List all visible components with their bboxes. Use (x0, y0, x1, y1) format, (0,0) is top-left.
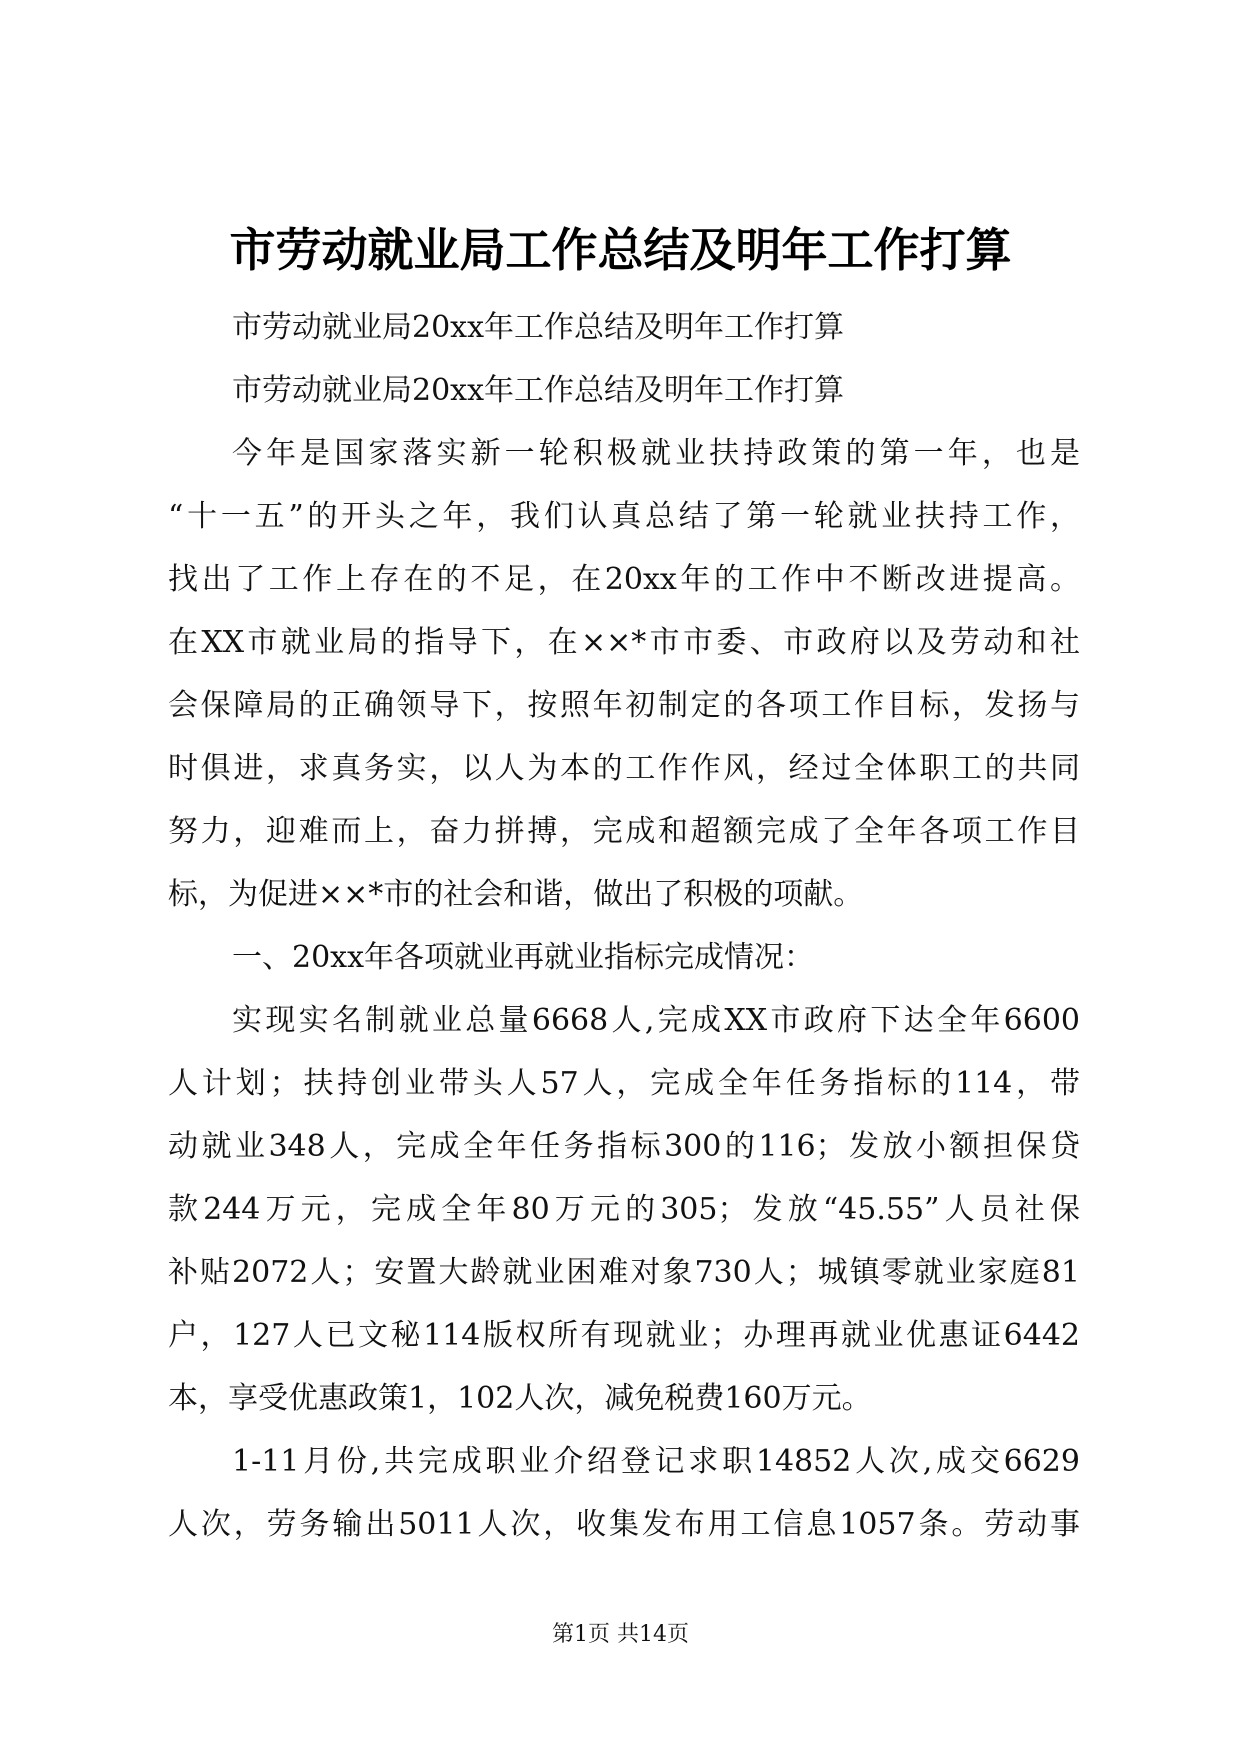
paragraph-line: “十一五”的开头之年，我们认真总结了第一轮就业扶持工作， (168, 499, 1080, 534)
paragraph-line: 人计划；扶持创业带头人57人，完成全年任务指标的114，带 (168, 1066, 1080, 1101)
paragraph-line: 动就业348人，完成全年任务指标300的116；发放小额担保贷 (168, 1129, 1080, 1164)
document-title: 市劳动就业局工作总结及明年工作打算 (229, 223, 1012, 277)
paragraph-line: 本，享受优惠政策1，102人次，减免税费160万元。 (168, 1381, 872, 1416)
paragraph-line: 今年是国家落实新一轮积极就业扶持政策的第一年，也是 (232, 436, 1080, 471)
paragraph-line: 努力，迎难而上，奋力拼搏，完成和超额完成了全年各项工作目 (168, 814, 1080, 849)
paragraph-line: 找出了工作上存在的不足，在20xx年的工作中不断改进提高。 (168, 562, 1080, 597)
paragraph-line: 款244万元，完成全年80万元的305；发放“45.55”人员社保 (168, 1192, 1080, 1227)
document-body (168, 296, 1080, 1556)
paragraph-line: 会保障局的正确领导下，按照年初制定的各项工作目标，发扬与 (168, 688, 1080, 723)
paragraph-line: 时俱进，求真务实，以人为本的工作作风，经过全体职工的共同 (168, 751, 1080, 786)
paragraph-line: 标，为促进××*市的社会和谐，做出了积极的项献。 (168, 877, 864, 912)
section-heading: 一、20xx年各项就业再就业指标完成情况： (232, 940, 815, 975)
subtitle-line: 市劳动就业局20xx年工作总结及明年工作打算 (232, 310, 845, 345)
page-footer: 第1页 共14页 (552, 1622, 689, 1647)
paragraph-line: 户，127人已文秘114版权所有现就业；办理再就业优惠证6442 (168, 1318, 1080, 1353)
paragraph-line: 补贴2072人；安置大龄就业困难对象730人；城镇零就业家庭81 (168, 1255, 1080, 1290)
paragraph-line: 1-11月份,共完成职业介绍登记求职14852人次,成交6629 (232, 1444, 1080, 1479)
paragraph-line: 人次，劳务输出5011人次，收集发布用工信息1057条。劳动事 (168, 1507, 1080, 1542)
subtitle-line: 市劳动就业局20xx年工作总结及明年工作打算 (232, 373, 845, 408)
paragraph-line: 在XX市就业局的指导下，在××*市市委、市政府以及劳动和社 (168, 625, 1080, 660)
paragraph-line: 实现实名制就业总量6668人,完成XX市政府下达全年6600 (232, 1003, 1080, 1038)
